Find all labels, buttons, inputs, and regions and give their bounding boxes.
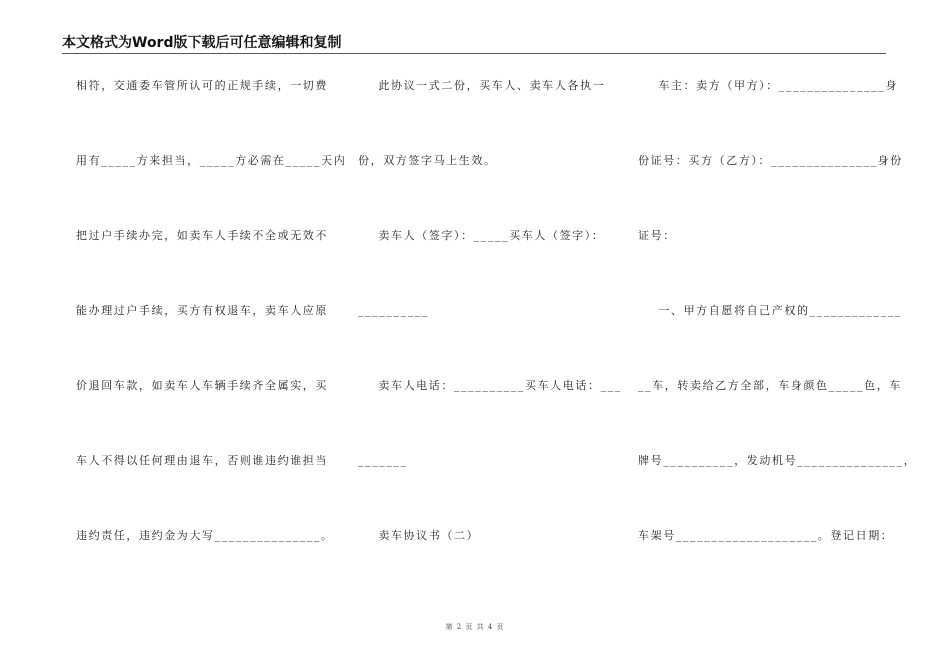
text-line: __车，转卖给乙方全部，车身颜色_____色，车 bbox=[638, 379, 902, 392]
page-number: 第 2 页 共 4 页 bbox=[445, 623, 505, 631]
header-rule bbox=[62, 53, 886, 54]
text-line: 把过户手续办完，如卖车人手续不全或无效不 bbox=[76, 229, 328, 242]
text-line: 卖车协议书（二） bbox=[358, 529, 480, 542]
text-line: 一、甲方自愿将自己产权的_____________ bbox=[638, 304, 902, 317]
text-line: 份证号：买方（乙方）：_______________身份 bbox=[638, 154, 903, 167]
text-line: _______ bbox=[358, 454, 408, 467]
text-line: 此协议一式二份，买车人、卖车人各执一 bbox=[358, 79, 606, 92]
text-line: 份，双方签字马上生效。 bbox=[358, 154, 497, 167]
text-line: 车人不得以任何理由退车，否则谁违约谁担当 bbox=[76, 454, 328, 467]
text-line: 牌号__________，发动机号_______________， bbox=[638, 454, 917, 467]
text-line: 相符，交通委车管所认可的正规手续，一切费 bbox=[76, 79, 328, 92]
text-line: 车架号____________________。登记日期： bbox=[638, 529, 894, 542]
text-line: 违约责任，违约金为大写_______________。 bbox=[76, 529, 334, 542]
text-line: 证号： bbox=[638, 229, 676, 242]
text-line: 用有_____方来担当，_____方必需在_____天内 bbox=[76, 154, 347, 167]
text-line: __________ bbox=[358, 304, 429, 317]
text-line: 能办理过户手续，买方有权退车，卖车人应原 bbox=[76, 304, 328, 317]
text-line: 卖车人（签字）：_____买车人（签字）： bbox=[358, 229, 605, 242]
text-line: 卖车人电话：__________买车人电话：___ bbox=[358, 379, 622, 392]
text-line: 车主：卖方（甲方）：_______________身 bbox=[638, 79, 898, 92]
text-line: 价退回车款，如卖车人车辆手续齐全属实，买 bbox=[76, 379, 328, 392]
document-header: 本文格式为Word版下载后可任意编辑和复制 bbox=[62, 35, 342, 51]
